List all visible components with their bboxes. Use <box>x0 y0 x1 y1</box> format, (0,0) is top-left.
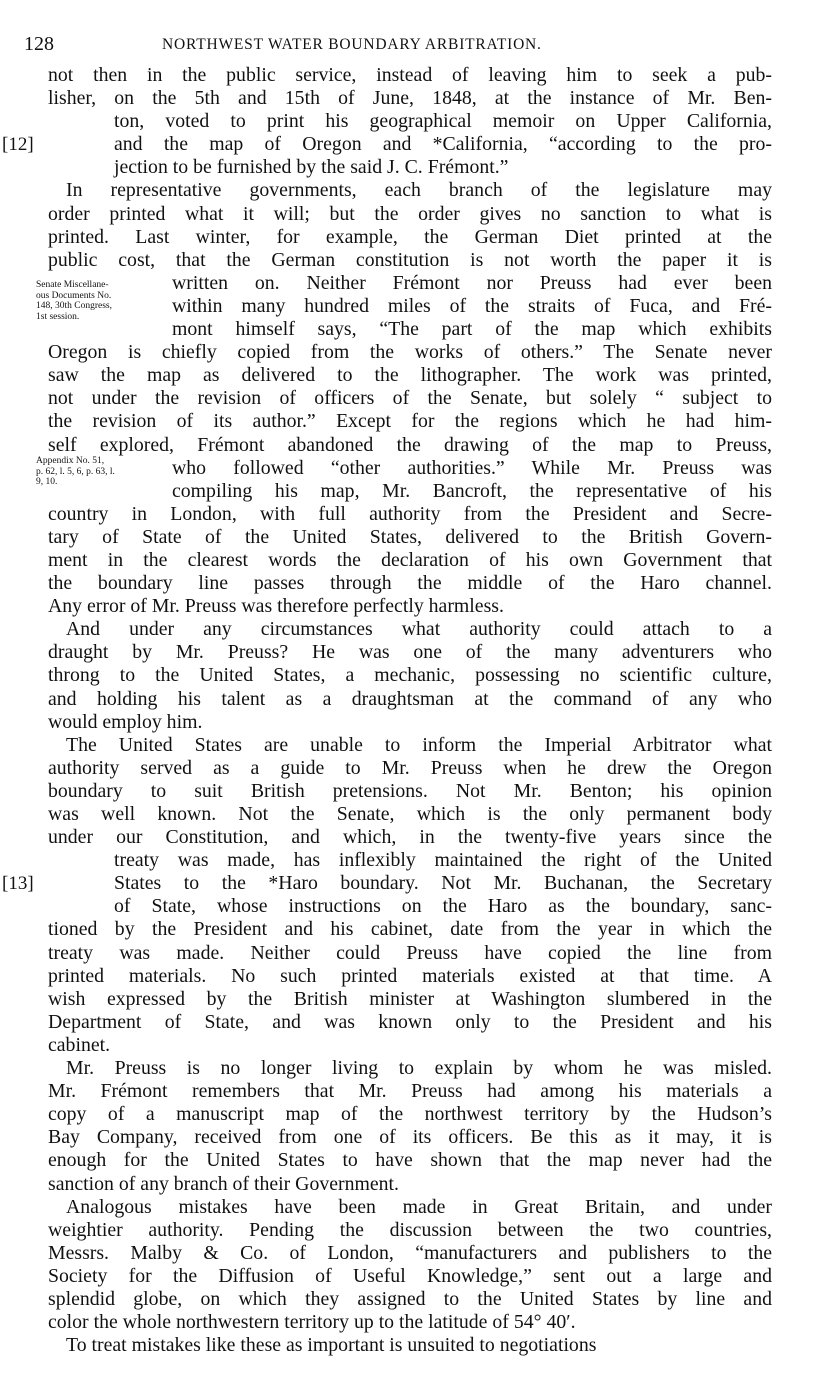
page-marker-13: [13] <box>2 873 34 895</box>
page-header <box>0 32 821 60</box>
text-line: within many hundred miles of the straits of Fuca, and Fré- <box>172 294 772 317</box>
text-line: would employ him. <box>48 710 203 733</box>
margin-note-line: 9, 10. <box>36 477 58 487</box>
text-line: treaty was made, has inflexibly maintained the right of the United <box>114 849 772 872</box>
text-line: Department of State, and was known only to the President and his <box>48 1010 772 1033</box>
text-line: saw the map as delivered to the lithographer. The work was printed, <box>48 364 772 387</box>
text-line: printed. Last winter, for example, the German Diet printed at the <box>48 225 772 248</box>
text-line: Any error of Mr. Preuss was therefore perfectly harmless. <box>48 595 504 618</box>
text-line: Society for the Diffusion of Useful Knowledge,” sent out a large and <box>48 1264 772 1287</box>
text-line: jection to be furnished by the said J. C. Frémont.” <box>114 156 509 179</box>
text-line: wish expressed by the British minister at Washington slumbered in the <box>48 987 772 1010</box>
text-line: Bay Company, received from one of its officers. Be this as it may, it is <box>48 1126 772 1149</box>
margin-note-line: Senate Miscellane- <box>36 280 109 290</box>
text-line: sanction of any branch of their Government. <box>48 1172 400 1195</box>
text-line: boundary to suit British pretensions. Not Mr. Benton; his opinion <box>48 779 772 802</box>
text-line-content: and the map of Oregon and *California, “according to the pro- <box>114 133 772 156</box>
text-line: copy of a manuscript map of the northwest territory by the Hudson’s <box>48 1103 772 1126</box>
text-line: the revision of its author.” Except for the regions which he had him- <box>48 410 772 433</box>
margin-note-line: p. 62, l. 5, 6, p. 63, l. <box>36 466 115 477</box>
text-line: written on. Neither Frémont nor Preuss had ever been <box>172 271 772 294</box>
text-line: Messrs. Malby & Co. of London, “manufacturers and publishers to the <box>48 1241 772 1264</box>
paragraph-start: In representative governments, each branch of the legislature may <box>66 179 772 202</box>
text-line: not under the revision of officers of the Senate, but solely “ subject to <box>48 387 772 410</box>
text-line <box>2 133 772 156</box>
margin-note-line: 1st session. <box>36 311 80 322</box>
page-marker-12: [12] <box>2 134 34 156</box>
text-line: throng to the United States, a mechanic, possessing no scientific culture, <box>48 664 772 687</box>
text-line: country in London, with full authority from the President and Secre- <box>48 502 772 525</box>
text-line: the boundary line passes through the middle of the Haro channel. <box>48 572 772 595</box>
margin-note-line: Appendix No. 51, <box>36 456 105 466</box>
running-title: NORTHWEST WATER BOUNDARY ARBITRATION. <box>162 36 542 53</box>
text-line: of State, whose instructions on the Haro as the boundary, sanc- <box>114 895 772 918</box>
text-line: authority served as a guide to Mr. Preuss when he drew the Oregon <box>48 756 772 779</box>
text-line-content: States to the *Haro boundary. Not Mr. Buchanan, the Secretary <box>114 872 772 895</box>
margin-note-line: 148, 30th Congress, <box>36 301 112 311</box>
text-line: Oregon is chiefly copied from the works of others.” The Senate never <box>48 341 772 364</box>
paragraph-start: Analogous mistakes have been made in Great Britain, and under <box>66 1195 772 1218</box>
text-line: order printed what it will; but the order gives no sanction to what is <box>48 202 772 225</box>
text-line: tary of State of the United States, delivered to the British Govern- <box>48 525 772 548</box>
text-line: under our Constitution, and which, in the twenty-five years since the <box>48 826 772 849</box>
margin-note-line: ous Documents No. <box>36 290 112 301</box>
text-line: mont himself says, “The part of the map which exhibits <box>172 318 772 341</box>
text-line: splendid globe, on which they assigned to the United States by line and <box>48 1287 772 1310</box>
text-line <box>2 872 772 895</box>
body-text <box>2 64 772 1357</box>
paragraph-start: Mr. Preuss is no longer living to explain by whom he was misled. <box>66 1057 772 1080</box>
text-line: and holding his talent as a draughtsman at the command of any who <box>48 687 772 710</box>
text-line: enough for the United States to have shown that the map never had the <box>48 1149 772 1172</box>
text-line: draught by Mr. Preuss? He was one of the many adventurers who <box>48 641 772 664</box>
text-line: ment in the clearest words the declaration of his own Government that <box>48 548 772 571</box>
text-line: public cost, that the German constitution is not worth the paper it is <box>48 248 772 271</box>
paragraph-start: The United States are unable to inform the Imperial Arbitrator what <box>66 733 772 756</box>
text-line: ton, voted to print his geographical memoir on Upper California, <box>114 110 772 133</box>
text-line: self explored, Frémont abandoned the drawing of the map to Preuss, <box>48 433 772 456</box>
text-line: not then in the public service, instead of leaving him to seek a pub- <box>48 64 772 86</box>
text-line: cabinet. <box>48 1033 111 1056</box>
paragraph-start: And under any circumstances what authority could attach to a <box>66 618 772 641</box>
text-line: Mr. Frémont remembers that Mr. Preuss had among his materials a <box>48 1080 772 1103</box>
text-line: lisher, on the 5th and 15th of June, 1848, at the instance of Mr. Ben- <box>48 87 772 110</box>
margin-note-senate <box>36 280 148 322</box>
text-line: who followed “other authorities.” While Mr. Preuss was <box>172 456 772 479</box>
text-line: compiling his map, Mr. Bancroft, the representative of his <box>172 479 772 502</box>
text-line: printed materials. No such printed materials existed at that time. A <box>48 964 772 987</box>
text-line: was well known. Not the Senate, which is the only permanent body <box>48 803 772 825</box>
page-number: 128 <box>24 33 54 55</box>
text-line: color the whole northwestern territory up to the latitude of 54° 40′. <box>48 1311 576 1334</box>
margin-note-appendix <box>36 456 148 488</box>
text-line: treaty was made. Neither could Preuss have copied the line from <box>48 941 772 964</box>
paragraph-start: To treat mistakes like these as important is unsuited to negotiations <box>66 1334 597 1357</box>
text-line: tioned by the President and his cabinet, date from the year in which the <box>48 918 772 941</box>
text-line: weightier authority. Pending the discussion between the two countries, <box>48 1218 772 1241</box>
